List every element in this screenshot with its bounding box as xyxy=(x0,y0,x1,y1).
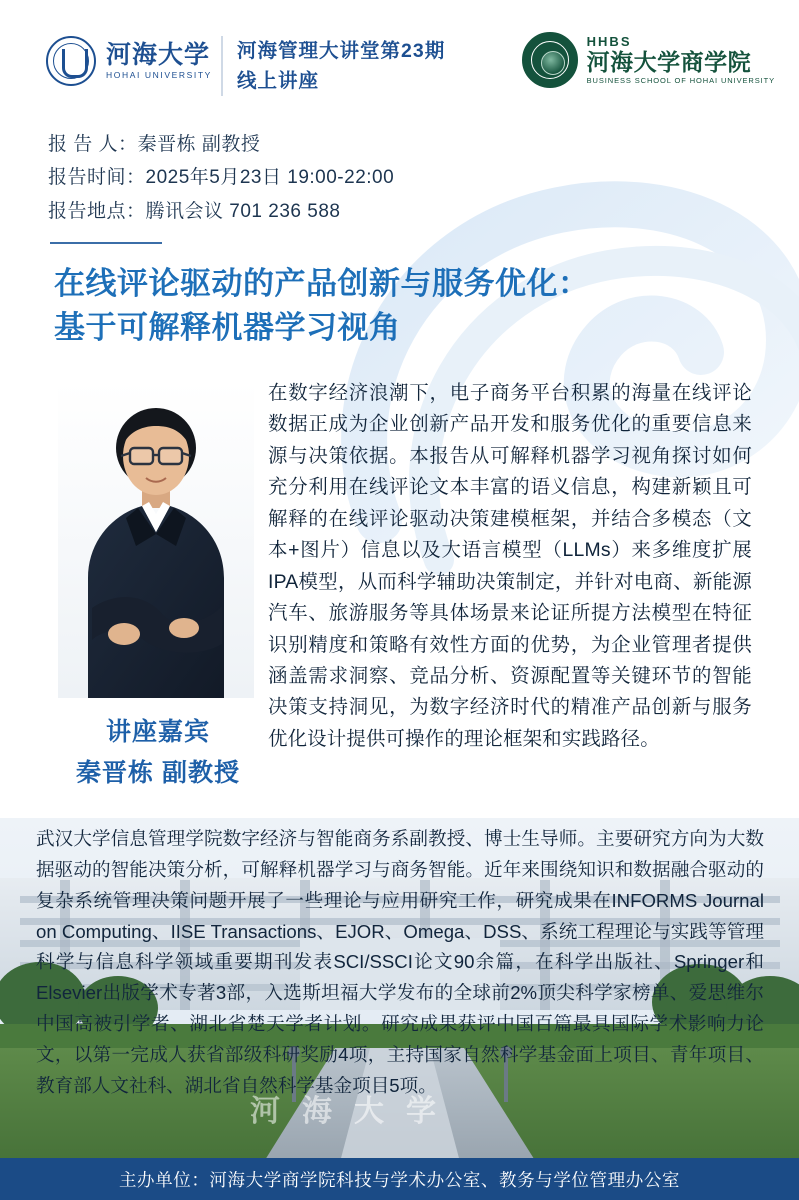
watermark-text: 河海大学 xyxy=(250,1095,458,1128)
speaker-caption xyxy=(58,712,258,793)
speaker-label: 报 告 人： xyxy=(48,134,138,155)
place-value: 腾讯会议 701 236 588 xyxy=(145,200,341,222)
lecture-info-block xyxy=(48,128,394,228)
hohai-university-seal-icon xyxy=(46,36,96,86)
abstract-text: 在数字经济浪潮下，电子商务平台积累的海量在线评论数据正成为企业创新产品开发和服务优化的重要信息来源与决策依据。本报告从可解释机器学习视角探讨如何充分利用在线评论文本丰富的语义信息，构建新颖且可解释的在线评论驱动决策建模框架，并结合多模态（文本+图片）信息以及大语言模型（LLMs）来多维度扩展IPA模型，从而科学辅助决策制定，并针对电商、新能源汽车、旅游服务等具体场景来论证所提方法模型在特征识别精度和策略有效性方面的优势，为企业管理者提供涵盖需求洞察、竞品分析、资源配置等关键环节的智能决策支持洞见，为数字经济时代的精准产品创新与服务优化设计提供可操作的理论框架和实践路径。 xyxy=(268,382,752,750)
speaker-value: 秦晋栋 副教授 xyxy=(137,134,261,155)
speaker-caption-line1: 讲座嘉宾 xyxy=(105,718,210,746)
poster-header xyxy=(0,0,799,118)
hohai-business-school-seal-icon xyxy=(522,32,578,88)
business-school-abbr: HHBS xyxy=(586,34,632,50)
footer-organizer-text: 主办单位：河海大学商学院科技与学术办公室、教务与学位管理办公室 xyxy=(118,1169,681,1190)
lecture-series-title-line2: 线上讲座 xyxy=(237,70,320,93)
page-title xyxy=(54,262,754,350)
lecture-series-title-line1: 河海管理大讲堂第23期 xyxy=(237,40,446,62)
poster-footer xyxy=(0,1158,799,1200)
time-label: 报告时间： xyxy=(48,167,146,189)
info-row-speaker xyxy=(48,128,394,161)
info-row-place xyxy=(48,195,394,228)
page-title-line2: 基于可解释机器学习视角 xyxy=(54,310,401,346)
hohai-university-name-en: HOHAI UNIVERSITY xyxy=(106,70,212,81)
business-school-logo xyxy=(522,32,775,88)
place-label: 报告地点： xyxy=(48,200,146,222)
business-school-name-cn: 河海大学商学院 xyxy=(586,48,752,75)
info-row-time xyxy=(48,161,394,194)
hohai-university-name-cn: 河海大学 xyxy=(106,40,211,69)
page-title-line1: 在线评论驱动的产品创新与服务优化： xyxy=(54,266,590,301)
speaker-bio-text: 武汉大学信息管理学院数字经济与智能商务系副教授、博士生导师。主要研究方向为大数据驱动的智能决策分析，可解释机器学习与商务智能。近年来围绕知识和数据融合驱动的复杂系统管理决策问题开展了一些理论与应用研究工作，研究成果在INFORMS Journal on Computing、IISE Transactions、EJOR、Omega、DSS、系统工程理论与实践等管理科学与信息科学领域重要期刊发表SCI/SSCI论文90余篇，在科学出版社、Springer和Elsevier出版学术专著3部，入选斯坦福大学发布的全球前2%顶尖科学家榜单、爱思维尔中国高被引学者、湖北省楚天学者计划。研究成果获评中国百篇最具国际学术影响力论文，以第一完成人获省部级科研奖励4项，主持国家自然科学基金面上项目、青年项目、教育部人文社科、湖北省自然科学基金项目5项。 xyxy=(36,828,764,1096)
hohai-university-logo xyxy=(46,36,212,86)
business-school-name-en: BUSINESS SCHOOL OF HOHAI UNIVERSITY xyxy=(586,75,775,85)
title-divider xyxy=(50,242,162,244)
speaker-portrait xyxy=(58,382,254,698)
lecture-series-title xyxy=(221,36,445,96)
time-value: 2025年5月23日 19:00-22:00 xyxy=(145,167,395,189)
speaker-caption-line2: 秦晋栋 副教授 xyxy=(76,758,240,787)
